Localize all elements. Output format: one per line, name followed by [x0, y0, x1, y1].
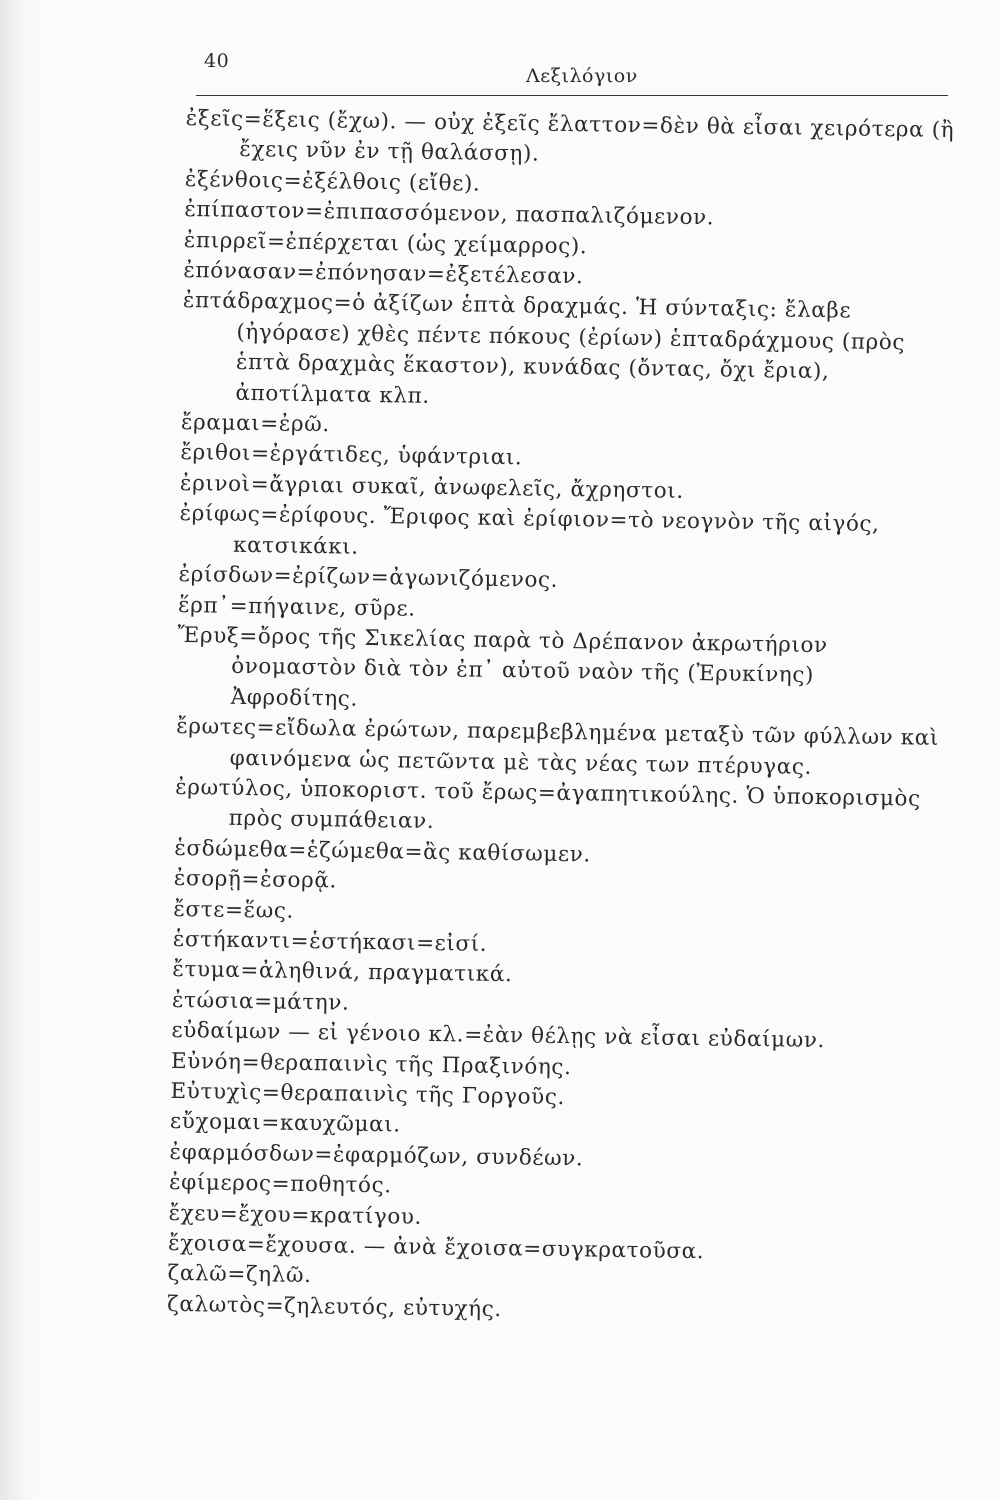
- glossary-entry: Ἔρυξ=ὄρος τῆς Σικελίας παρὰ τὸ Δρέπανον ἀκρωτήριον ὀνομαστὸν διὰ τὸν ἐπ᾽ αὐτοῦ ναὸν τῆς (Ἐρυκίνης) Ἀφροδίτης.: [177, 622, 828, 712]
- glossary-entry: ἐπτάδραχμος=ὁ ἀξίζων ἑπτὰ δραχμάς. Ἡ σύνταξις: ἔλαβε (ἠγόρασε) χθὲς πέντε πόκους (ἐρίων) ἑπταδράχμους (πρὸς ἑπτὰ δραχμὰς ἕκαστον), κυνάδας (ὄντας, ὄχι ἔρια), ἀποτίλματα κλπ.: [182, 288, 906, 409]
- page-header: [196, 50, 956, 110]
- glossary-entry: ἑστήκαντι=ἑστήκασι=εἰσί.: [172, 926, 488, 957]
- glossary-entry: ἐρωτύλος, ὑποκοριστ. τοῦ ἔρως=ἀγαπητικούλης. Ὁ ὑποκορισμὸς πρὸς συμπάθειαν.: [175, 774, 921, 835]
- glossary-entry: ζαλῶ=ζηλῶ.: [167, 1261, 312, 1289]
- glossary-entry: ἐρίσδων=ἐρίζων=ἀγωνιζόμενος.: [178, 562, 559, 593]
- glossary-entry: ἑσδώμεθα=ἑζώμεθα=ἂς καθίσωμεν.: [174, 835, 592, 868]
- glossary-entry: ἔχοισα=ἔχουσα. — ἀνὰ ἔχοισα=συγκρατοῦσα.: [167, 1230, 705, 1265]
- glossary-entry: ἐρίφως=ἐρίφους. Ἔριφος καὶ ἐρίφιον=τὸ νεογνὸν τῆς αἰγός, κατσικάκι.: [179, 501, 880, 560]
- page-edge-shadow: [0, 0, 40, 1500]
- page-number: 40: [204, 50, 230, 72]
- glossary-entry: Εὐνόη=θεραπαινὶς τῆς Πραξινόης.: [170, 1048, 572, 1080]
- glossary-entry: ἔχευ=ἔχου=κρατίγου.: [168, 1200, 423, 1230]
- glossary-entry: ἐπιρρεῖ=ἐπέρχεται (ὡς χείμαρρος).: [183, 227, 588, 259]
- glossary-entry: εὔχομαι=καυχῶμαι.: [169, 1109, 401, 1138]
- header-rule: [196, 95, 948, 96]
- glossary-entry: ἐξεῖς=ἕξεις (ἔχω). — οὐχ ἐξεῖς ἔλαττον=δὲν θὰ εἶσαι χειρότερα (ἢ ἔχεις νῦν ἐν τῇ θαλάσσῃ).: [185, 105, 955, 167]
- glossary-entry: ἐξένθοις=ἐξέλθοις (εἴθε).: [184, 166, 481, 197]
- glossary-entry: ἔρωτες=εἴδωλα ἐρώτων, παρεμβεβλημένα μεταξὺ τῶν φύλλων καὶ φαινόμενα ὡς πετῶντα μὲ τὰς νέας των πτέρυγας.: [176, 714, 940, 780]
- glossary-entry: ἐτώσια=μάτην.: [171, 987, 350, 1016]
- glossary-entry: ἐφίμερος=ποθητός.: [168, 1170, 392, 1199]
- running-title: Λεξιλόγιον: [526, 65, 638, 87]
- glossary-entry: ἐπίπαστον=ἐπιπασσόμενον, πασπαλιζόμενον.: [184, 197, 715, 231]
- glossary-entry: ἔστε=ἕως.: [173, 896, 295, 924]
- glossary-entry: ζαλωτὸς=ζηλευτός, εὐτυχής.: [166, 1291, 503, 1322]
- glossary-entry: ἔτυμα=ἀληθινά, πραγματικά.: [172, 957, 513, 988]
- glossary-entry: ἐπόνασαν=ἐπόνησαν=ἐξετέλεσαν.: [183, 258, 584, 290]
- glossary-entry: ἐφαρμόσδων=ἐφαρμόζων, συνδέων.: [169, 1139, 584, 1172]
- glossary-entry: ἔριθοι=ἐργάτιδες, ὑφάντριαι.: [180, 440, 523, 471]
- glossary-entry: εὐδαίμων — εἰ γένοιο κλ.=ἐὰν θέλῃς νὰ εἶσαι εὐδαίμων.: [171, 1018, 826, 1054]
- glossary-entry: Εὐτυχὶς=θεραπαινὶς τῆς Γοργοῦς.: [170, 1078, 566, 1111]
- glossary-entry: ἔραμαι=ἐρῶ.: [180, 410, 330, 438]
- glossary-entry: ἕρπ᾽=πήγαινε, σῦρε.: [177, 592, 416, 622]
- glossary-entry: ἐρινοὶ=ἄγριαι συκαῖ, ἀνωφελεῖς, ἄχρηστοι.: [179, 470, 684, 504]
- glossary-entry: ἐσορῇ=ἐσορᾷ.: [173, 866, 338, 894]
- glossary-entries: [167, 104, 956, 1332]
